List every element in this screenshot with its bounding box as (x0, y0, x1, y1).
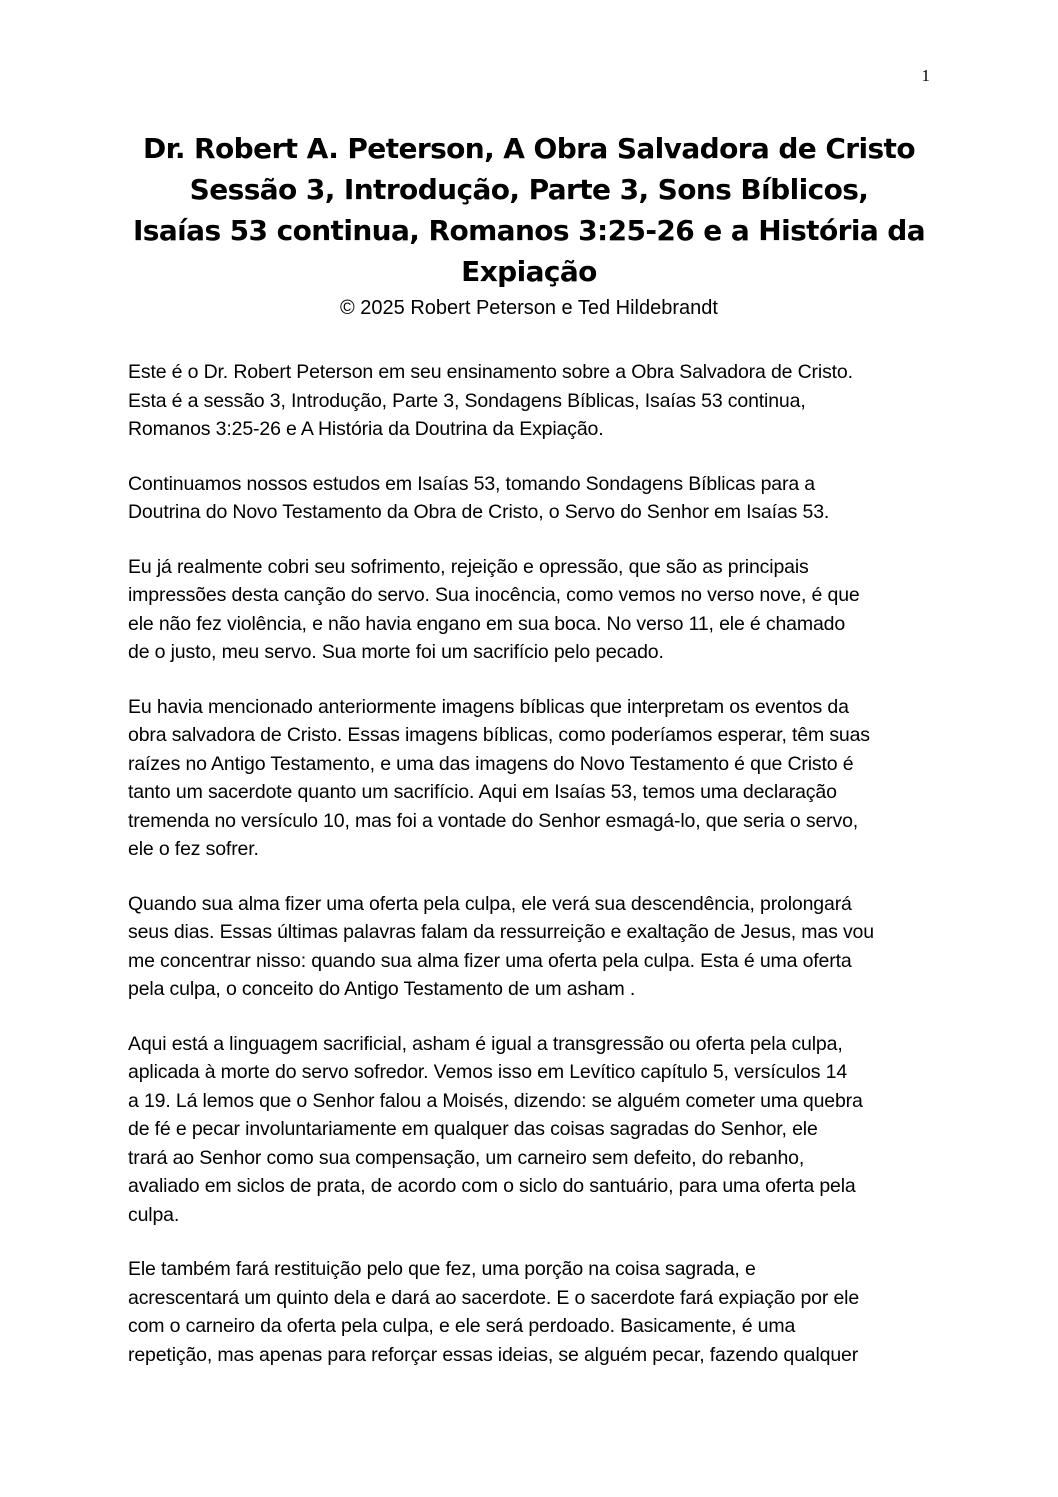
text-line: Continuamos nossos estudos em Isaías 53, tomando Sondagens Bíblicas para a (128, 472, 815, 495)
text-line: Este é o Dr. Robert Peterson em seu ensinamento sobre a Obra Salvadora de Cristo. (128, 361, 853, 383)
paragraph (128, 890, 933, 1004)
text-line: Aqui está a linguagem sacrificial, asham é igual a transgressão ou oferta pela culpa, (128, 1032, 843, 1055)
text-line: pela culpa, o conceito do Antigo Testamento de um asham . (128, 978, 636, 1000)
title-line: Isaías 53 continua, Romanos 3:25-26 e a História da (132, 214, 925, 247)
title-line: Expiação (461, 255, 597, 288)
text-line: culpa. (128, 1203, 180, 1226)
paragraph (128, 1255, 933, 1369)
text-line: avaliado em siclos de prata, de acordo com o siclo do santuário, para uma oferta pela (128, 1175, 856, 1197)
paragraph (128, 693, 933, 864)
text-line: obra salvadora de Cristo. Essas imagens bíblicas, como poderíamos esperar, têm suas (128, 724, 870, 746)
paragraph (128, 1030, 933, 1230)
text-line: de fé e pecar involuntariamente em qualquer das coisas sagradas do Senhor, ele (128, 1118, 818, 1140)
text-line: repetição, mas apenas para reforçar essas ideias, se alguém pecar, fazendo qualquer (128, 1343, 859, 1366)
copyright-notice: © 2025 Robert Peterson e Ted Hildebrandt (340, 297, 718, 319)
document-header (128, 128, 930, 322)
text-line: acrescentará um quinto dela e dará ao sacerdote. E o sacerdote fará expiação por ele (128, 1286, 860, 1309)
text-line: Esta é a sessão 3, Introdução, Parte 3, Sondagens Bíblicas, Isaías 53 continua, (128, 389, 806, 412)
text-line: seus dias. Essas últimas palavras falam da ressurreição e exaltação de Jesus, mas vou (128, 921, 874, 943)
text-line: Doutrina do Novo Testamento da Obra de Cristo, o Servo do Senhor em Isaías 53. (128, 501, 830, 523)
text-line: tanto um sacerdote quanto um sacrifício. Aqui em Isaías 53, temos uma declaração (128, 781, 837, 803)
text-line: tremenda no versículo 10, mas foi a vontade do Senhor esmagá-lo, que seria o servo, (128, 809, 859, 832)
text-line: Ele também fará restituição pelo que fez, uma porção na coisa sagrada, e (128, 1258, 756, 1280)
text-line: a 19. Lá lemos que o Senhor falou a Moisés, dizendo: se alguém cometer uma quebra (128, 1089, 863, 1112)
text-line: raízes no Antigo Testamento, e uma das imagens do Novo Testamento é que Cristo é (128, 752, 854, 775)
text-line: com o carneiro da oferta pela culpa, e ele será perdoado. Basicamente, é uma (128, 1315, 796, 1337)
text-line: Eu havia mencionado anteriormente imagens bíblicas que interpretam os eventos da (128, 695, 849, 718)
text-line: Eu já realmente cobri seu sofrimento, rejeição e opressão, que são as principais (128, 555, 809, 578)
text-line: Quando sua alma fizer uma oferta pela culpa, ele verá sua descendência, prolongará (128, 892, 852, 915)
text-line: de o justo, meu servo. Sua morte foi um sacrifício pelo pecado. (128, 641, 664, 663)
text-line: trará ao Senhor como sua compensação, um carneiro sem defeito, do rebanho, (128, 1146, 805, 1169)
text-line: Romanos 3:25-26 e A História da Doutrina da Expiação. (128, 418, 604, 440)
text-line: ele o fez sofrer. (128, 838, 259, 860)
text-line: impressões desta canção do servo. Sua inocência, como vemos no verso nove, é que (128, 584, 860, 606)
document-body (128, 358, 933, 1395)
text-line: ele não fez violência, e não havia engano em sua boca. No verso 11, ele é chamado (128, 612, 846, 635)
paragraph (128, 358, 933, 444)
text-line: aplicada à morte do servo sofredor. Vemos isso em Levítico capítulo 5, versículos 14 (128, 1061, 848, 1083)
title-line: Dr. Robert A. Peterson, A Obra Salvadora de Cristo (143, 132, 915, 165)
title-line: Sessão 3, Introdução, Parte 3, Sons Bíblicos, (189, 173, 869, 206)
text-line: me concentrar nisso: quando sua alma fizer uma oferta pela culpa. Esta é uma oferta (128, 949, 852, 972)
paragraph (128, 470, 933, 527)
paragraph (128, 553, 933, 667)
page-number: 1 (921, 66, 930, 85)
